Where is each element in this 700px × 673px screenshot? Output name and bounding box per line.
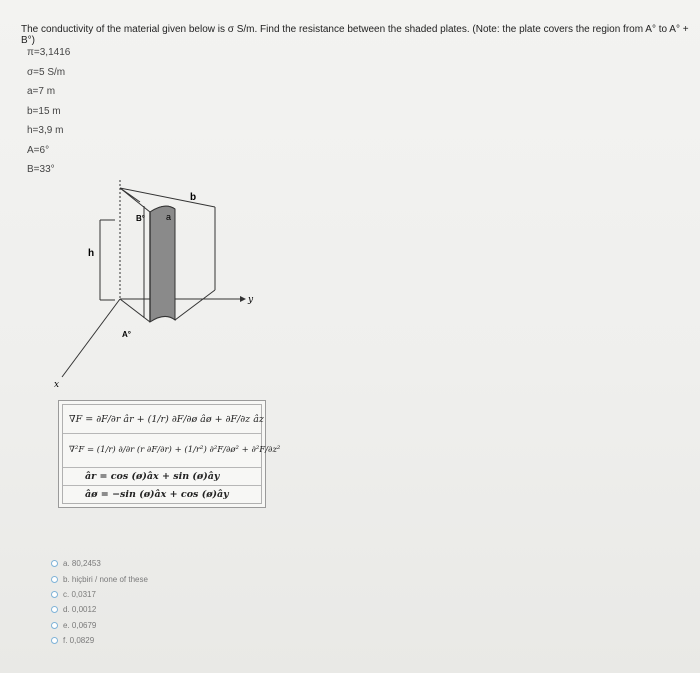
- formula-ar-row: [63, 467, 261, 486]
- option-c[interactable]: [51, 587, 148, 602]
- wedge-bottom-edge: [120, 299, 150, 322]
- radio-icon[interactable]: [51, 591, 58, 598]
- label-B: B°: [136, 214, 145, 223]
- given-sigma: σ=5 S/m: [27, 66, 66, 78]
- option-a[interactable]: [51, 556, 148, 571]
- option-f[interactable]: [51, 633, 148, 648]
- option-label: f. 0,0829: [63, 636, 95, 646]
- label-a: a: [166, 212, 172, 222]
- answer-options: [51, 556, 148, 648]
- radio-icon[interactable]: [51, 560, 58, 567]
- option-d[interactable]: [51, 602, 148, 617]
- given-b: b=15 m: [27, 105, 61, 117]
- label-x: x: [54, 380, 60, 390]
- option-label: a. 80,2453: [63, 559, 101, 569]
- formula-box: [58, 400, 281, 508]
- y-axis-arrow: [240, 296, 246, 302]
- formula-table: [62, 404, 281, 504]
- given-pi: π=3,1416: [27, 47, 71, 58]
- formula-gradient-row: [63, 405, 264, 434]
- formula-laplacian: ∇²F = (1/r) ∂/∂r (r ∂F/∂r) + (1/r²) ∂²F/∂ø² + ∂²F/∂z²: [69, 445, 281, 455]
- formula-aphi: âø = −sin (ø)âx + cos (ø)ây: [85, 488, 229, 500]
- option-label: e. 0,0679: [63, 620, 97, 630]
- radio-icon[interactable]: [51, 576, 58, 583]
- formula-laplacian-row: [63, 433, 281, 468]
- option-b[interactable]: [51, 571, 148, 586]
- formula-aphi-row: [63, 485, 261, 503]
- option-e[interactable]: [51, 618, 148, 633]
- givens-list: [27, 43, 70, 180]
- geometry-diagram: [40, 172, 280, 397]
- formula-ar: âr = cos (ø)âx + sin (ø)ây: [85, 470, 220, 482]
- label-A: A°: [122, 330, 131, 339]
- label-y: y: [248, 295, 254, 305]
- given-A: A=6°: [27, 144, 50, 156]
- shaded-plate: [150, 206, 175, 322]
- given-a: a=7 m: [27, 86, 56, 97]
- option-label: b. hiçbiri / none of these: [63, 574, 148, 584]
- radio-icon[interactable]: [51, 622, 58, 629]
- x-axis: [62, 299, 120, 377]
- option-label: c. 0,0317: [63, 589, 96, 599]
- radio-icon[interactable]: [51, 637, 58, 644]
- b-bottom-line: [175, 290, 215, 320]
- question-text: The conductivity of the material given below is σ S/m. Find the resistance between the shaded plates. (Note: the plate covers the region from A° to A° + B°): [21, 24, 689, 46]
- label-h: h: [88, 248, 95, 259]
- formula-gradient: ∇F = ∂F/∂r âr + (1/r) ∂F/∂ø âø + ∂F/∂z âz: [69, 413, 264, 425]
- given-B: B=33°: [27, 164, 55, 175]
- radio-icon[interactable]: [51, 606, 58, 613]
- given-h: h=3,9 m: [27, 125, 64, 136]
- label-b: b: [190, 192, 197, 203]
- option-label: d. 0,0012: [63, 605, 97, 615]
